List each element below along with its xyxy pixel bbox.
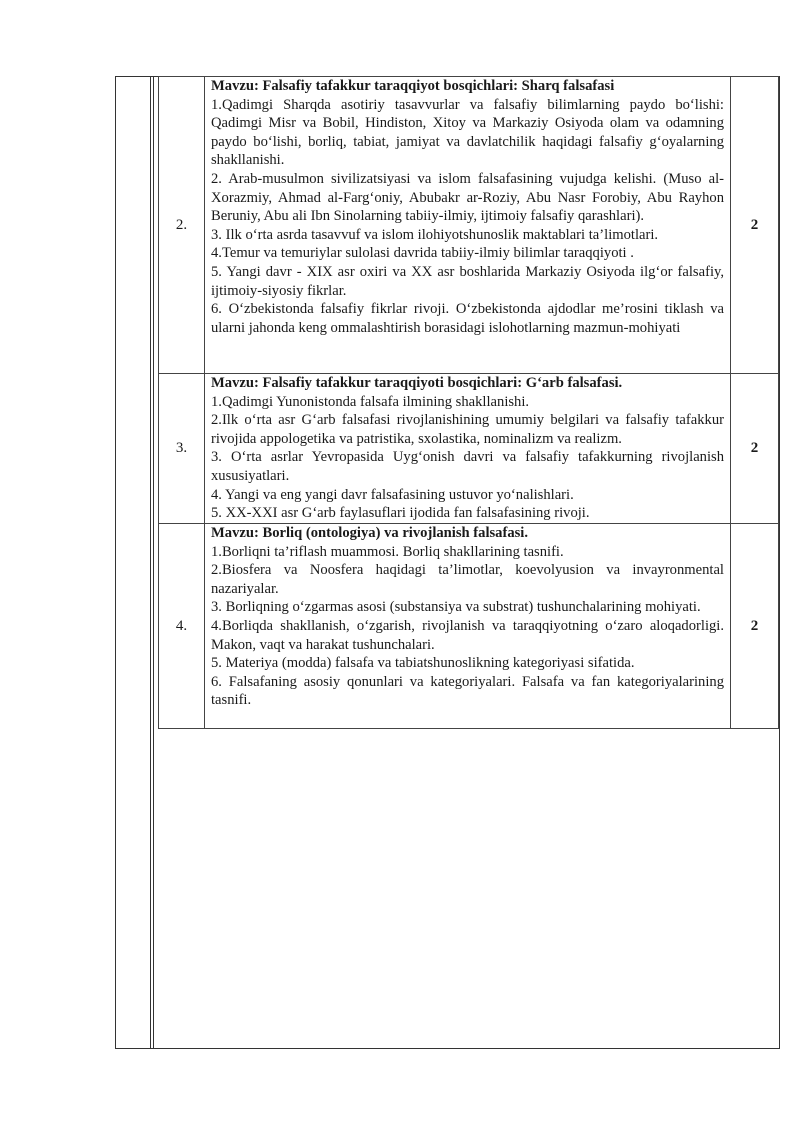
- list-item: 2.Ilk o‘rta asr G‘arb falsafasi rivojlanishining umumiy belgilari va falsafiy tafakkur rivojida appologetika va patristika, sxolastika, nominalizm va realizm.: [211, 412, 724, 447]
- topics-table: [158, 76, 779, 729]
- list-item: 1.Qadimgi Yunonistonda falsafa ilmining shakllanishi.: [211, 393, 530, 410]
- list-item: 2.Biosfera va Noosfera haqidagi ta’limotlar, koevolyusion va invayronmental nazariyalar.: [211, 562, 724, 597]
- list-item: 5. XX-XXI asr G‘arb faylasuflari ijodida fan falsafasining rivoji.: [211, 505, 590, 522]
- topic-title: Mavzu: Borliq (ontologiya) va rivojlanish falsafasi.: [211, 525, 529, 541]
- topic-title: Mavzu: Falsafiy tafakkur taraqqiyoti bosqichlari: G‘arb falsafasi.: [211, 375, 623, 391]
- row-number: 2.: [159, 77, 205, 374]
- list-item: 3. Ilk o‘rta asrda tasavvuf va islom ilohiyotshunoslik maktablari ta’limotlari.: [211, 226, 659, 243]
- list-item: 4. Yangi va eng yangi davr falsafasining ustuvor yo‘nalishlari.: [211, 486, 574, 503]
- list-item: 5. Yangi davr - XIX asr oxiri va XX asr boshlarida Markaziy Osiyoda ilg‘or falsafiy, ijtimoiy-siyosiy fikrlar.: [211, 263, 724, 299]
- column-divider: [153, 76, 154, 1049]
- row-content: [205, 77, 731, 374]
- list-item: 3. Borliqning o‘zgarmas asosi (substansiya va substrat) tushunchalarining mohiyati.: [211, 599, 701, 616]
- table-row: [159, 374, 779, 524]
- hours-value: 2: [731, 77, 779, 374]
- list-item: 1.Borliqni ta’riflash muammosi. Borliq shakllarining tasnifi.: [211, 543, 564, 560]
- row-content: [205, 524, 731, 729]
- list-item: 1.Qadimgi Sharqda asotiriy tasavvurlar va falsafiy bilimlarning paydo bo‘lishi: Qadimgi Misr va Bobil, Hindiston, Xitoy va Markaziy Osiyoda olam va odamning paydo bo‘lishi, borliq, tabiat, jamiyat va davlatchilik haqidagi falsafiy g‘oyalarning shakllanishi.: [211, 96, 724, 169]
- row-number: 4.: [159, 524, 205, 729]
- list-item: 6. O‘zbekistonda falsafiy fikrlar rivoji. O‘zbekistonda ajdodlar me’rosini tiklash va ularni jahonda keng ommalashtirish borasidagi islohotlarning mazmun-mohiyati: [211, 301, 724, 336]
- table-row: [159, 77, 779, 374]
- row-number: 3.: [159, 374, 205, 524]
- list-item: 4.Temur va temuriylar sulolasi davrida tabiiy-ilmiy bilimlar taraqqiyoti .: [211, 245, 634, 262]
- column-divider: [150, 76, 151, 1049]
- topic-title: Mavzu: Falsafiy tafakkur taraqqiyot bosqichlari: Sharq falsafasi: [211, 78, 615, 94]
- list-item: 2. Arab-musulmon sivilizatsiyasi va islom falsafasining vujudga kelishi. (Muso al-Xorazmiy, Ahmad al-Farg‘oniy, Abubakr ar-Roziy, Abu Nasr Forobiy, Abu Rayhon Beruniy, Abu ali Ibn Sinolarning tabiiy-ilmiy, ijtimoiy falsafiy qarashlari).: [211, 170, 724, 225]
- list-item: 4.Borliqda shakllanish, o‘zgarish, rivojlanish va taraqqiyotning o‘zaro aloqadorligi. Makon, vaqt va harakat tushunchalari.: [211, 617, 724, 653]
- hours-value: 2: [731, 524, 779, 729]
- list-item: 3. O‘rta asrlar Yevropasida Uyg‘onish davri va falsafiy tafakkurning rivojlanish xususiyatlari.: [211, 449, 724, 484]
- hours-value: 2: [731, 374, 779, 524]
- row-content: [205, 374, 731, 524]
- list-item: 5. Materiya (modda) falsafa va tabiatshunoslikning kategoriyasi sifatida.: [211, 655, 635, 672]
- table-row: [159, 524, 779, 729]
- list-item: 6. Falsafaning asosiy qonunlari va kategoriyalari. Falsafa va fan kategoriyalarining tasnifi.: [211, 673, 724, 709]
